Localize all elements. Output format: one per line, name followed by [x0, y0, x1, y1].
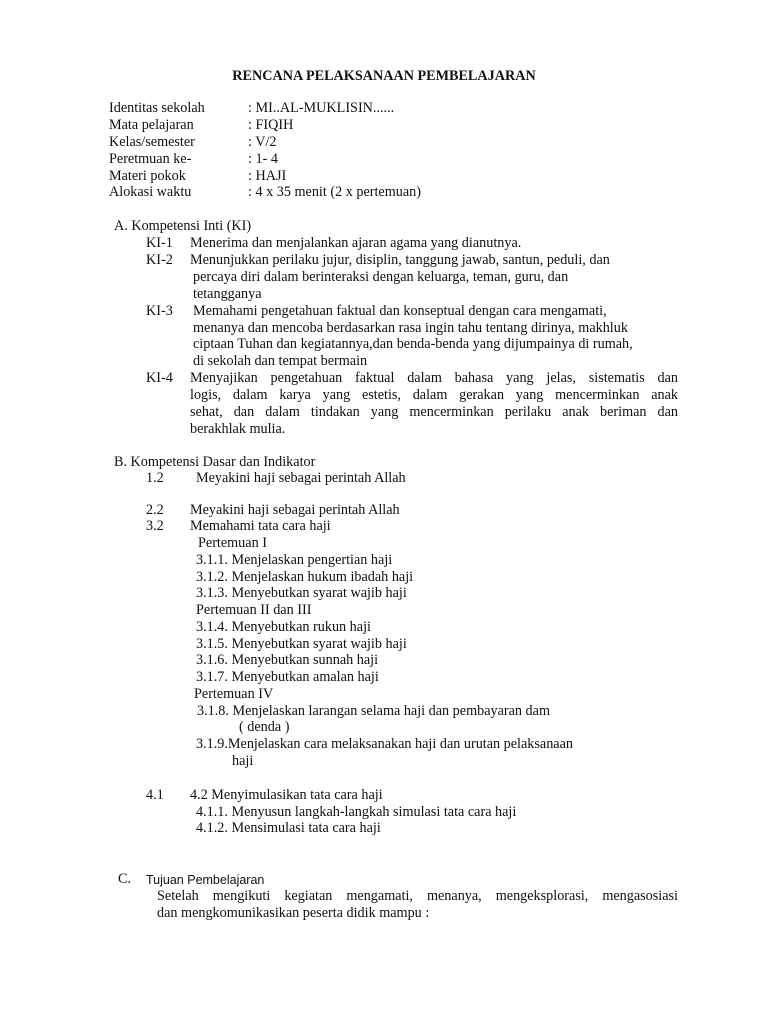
meeting-label: Pertemuan I [198, 535, 267, 551]
section-a-heading: A. Kompetensi Inti (KI) [114, 218, 252, 234]
kd-number: 1.2 [146, 470, 164, 486]
section-c-letter: C. [118, 871, 132, 887]
identity-value: : 4 x 35 menit (2 x pertemuan) [248, 184, 421, 200]
identity-value: : FIQIH [248, 117, 294, 133]
indicator-continuation: haji [232, 753, 254, 769]
identity-label: Mata pelajaran [109, 117, 194, 133]
ki-text: Menerima dan menjalankan ajaran agama yang dianutnya. [190, 235, 522, 251]
indicator: 4.1.1. Menyusun langkah-langkah simulasi tata cara haji [196, 804, 517, 820]
indicator: 3.1.3. Menyebutkan syarat wajib haji [196, 585, 407, 601]
ki-code: KI-3 [146, 303, 173, 319]
indicator: 3.1.2. Menjelaskan hukum ibadah haji [196, 569, 414, 585]
identity-label: Identitas sekolah [109, 100, 205, 116]
ki-text: sehat, dan dalam tindakan yang mencerminkan perilaku anak beriman dan [190, 404, 678, 420]
ki-text: berakhlak mulia. [190, 421, 286, 437]
indicator: 4.1.2. Mensimulasi tata cara haji [196, 820, 381, 836]
identity-label: Peretmuan ke- [109, 151, 192, 167]
meeting-label: Pertemuan IV [194, 686, 274, 702]
indicator: 3.1.4. Menyebutkan rukun haji [196, 619, 371, 635]
ki-text: logis, dalam karya yang estetis, dalam gerakan yang mencerminkan anak [190, 387, 678, 403]
identity-label: Materi pokok [109, 168, 186, 184]
indicator: 3.1.6. Menyebutkan sunnah haji [196, 652, 379, 668]
identity-value: : HAJI [248, 168, 287, 184]
identity-label: Alokasi waktu [109, 184, 192, 200]
indicator-continuation: ( denda ) [239, 719, 290, 735]
section-c-text: Setelah mengikuti kegiatan mengamati, menanya, mengeksplorasi, mengasosiasi [157, 888, 678, 904]
identity-value: : MI..AL-MUKLISIN...... [248, 100, 395, 116]
ki-code: KI-4 [146, 370, 173, 386]
ki-code: KI-2 [146, 252, 173, 268]
ki-text: menanya dan mencoba berdasarkan rasa ingin tahu tentang dirinya, makhluk [193, 320, 628, 336]
section-c-heading: Tujuan Pembelajaran [146, 873, 265, 887]
ki-code: KI-1 [146, 235, 173, 251]
indicator: 3.1.1. Menjelaskan pengertian haji [196, 552, 393, 568]
identity-value: : 1- 4 [248, 151, 278, 167]
indicator: 3.1.7. Menyebutkan amalan haji [196, 669, 379, 685]
page-title: RENCANA PELAKSANAAN PEMBELAJARAN [232, 68, 536, 84]
indicator: 3.1.9.Menjelaskan cara melaksanakan haji dan urutan pelaksanaan [196, 736, 573, 752]
ki-text: percaya diri dalam berinteraksi dengan keluarga, teman, guru, dan [193, 269, 569, 285]
kd-text: Meyakini haji sebagai perintah Allah [190, 502, 400, 518]
kd-number: 2.2 [146, 502, 164, 518]
kd-text: 4.2 Menyimulasikan tata cara haji [190, 787, 383, 803]
identity-value: : V/2 [248, 134, 277, 150]
section-b-heading: B. Kompetensi Dasar dan Indikator [114, 454, 316, 470]
ki-text: Menyajikan pengetahuan faktual dalam bahasa yang jelas, sistematis dan [190, 370, 678, 386]
kd-text: Meyakini haji sebagai perintah Allah [196, 470, 406, 486]
ki-text: di sekolah dan tempat bermain [193, 353, 368, 369]
ki-text: ciptaan Tuhan dan kegiatannya,dan benda-benda yang dijumpainya di rumah, [193, 336, 633, 352]
meeting-label: Pertemuan II dan III [196, 602, 312, 618]
kd-number: 3.2 [146, 518, 164, 534]
ki-text: Menunjukkan perilaku jujur, disiplin, tanggung jawab, santun, peduli, dan [190, 252, 610, 268]
identity-label: Kelas/semester [109, 134, 195, 150]
kd-text: Memahami tata cara haji [190, 518, 331, 534]
indicator: 3.1.5. Menyebutkan syarat wajib haji [196, 636, 407, 652]
section-c-text: dan mengkomunikasikan peserta didik mampu : [157, 905, 430, 921]
kd-number: 4.1 [146, 787, 164, 803]
ki-text: tetangganya [193, 286, 262, 302]
indicator: 3.1.8. Menjelaskan larangan selama haji dan pembayaran dam [197, 703, 550, 719]
ki-text: Memahami pengetahuan faktual dan konseptual dengan cara mengamati, [193, 303, 607, 319]
